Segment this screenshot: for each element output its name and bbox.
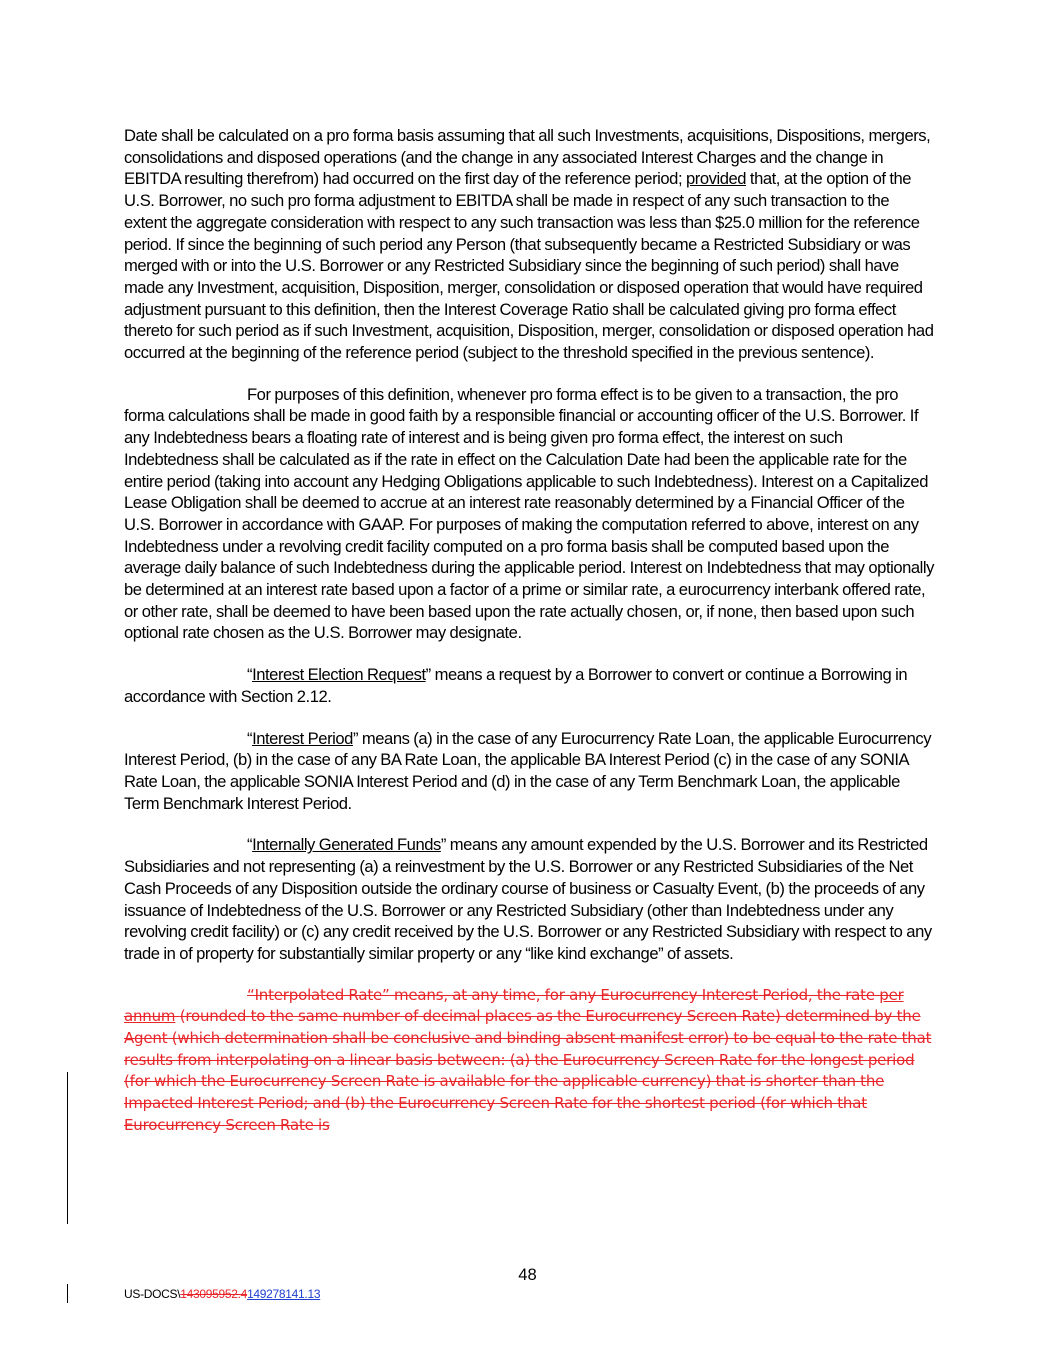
defined-term: Interest Period [252,728,353,748]
change-bar [67,1072,68,1224]
term-per: per [879,985,904,1004]
document-id-footer: US-DOCS\143095952.4149278141.13 [124,1287,321,1301]
paragraph-pro-forma-calculation: Date shall be calculated on a pro forma basis assuming that all such Investments, acquisitions, Dispositions, mergers, consolidations and disposed operations (and the change in any associated Interest Charges and the change in EBITDA resulting therefrom) had occurred on the first day of the reference period; provided that, at the option of the U.S. Borrower, no such pro forma adjustment to EBITDA shall be made in respect of any such transaction to the extent the aggregate consideration with respect to any such transaction was less than $25.0 million for the reference period. If since the beginning of such period any Person (that subsequently became a Restricted Subsidiary or was merged with or into the U.S. Borrower or any Restricted Subsidiary since the beginning of such period) shall have made any Investment, acquisition, Disposition, merger, consolidation or disposed operation that would have required adjustment pursuant to this definition, then the Interest Coverage Ratio shall be calculated giving pro forma effect thereto for such period as if such Investment, acquisition, Disposition, merger, consolidation or disposed operation had occurred at the beginning of the reference period (subject to the threshold specified in the previous sentence). [124,126,934,363]
defined-term: “Interpolated Rate” [247,985,390,1004]
deleted-doc-id: 143095952.4 [180,1287,248,1301]
defined-term: Internally Generated Funds [252,835,441,855]
inserted-doc-id: 149278141.13 [247,1287,321,1301]
defined-term: Interest Election Request [252,665,426,685]
document-body [124,125,934,1137]
deleted-definition-interpolated-rate: “Interpolated Rate” means, at any time, for any Eurocurrency Interest Period, the rate per annum (rounded to the same number of decimal places as the Eurocurrency Screen Rate) determined by the Agent (which determination shall be conclusive and binding absent manifest error) to be equal to the rate that results from interpolating on a linear basis between: (a) the Eurocurrency Screen Rate for the longest period (for which the Eurocurrency Screen Rate is available for the applicable currency) that is shorter than the Impacted Interest Period; and (b) the Eurocurrency Screen Rate for the shortest period (for which that Eurocurrency Screen Rate is [124,985,932,1134]
paragraph-pro-forma-purposes: For purposes of this definition, whenever pro forma effect is to be given to a transaction, the pro forma calculations shall be made in good faith by a responsible financial or accounting officer of the U.S. Borrower. If any Indebtedness bears a floating rate of interest and is being given pro forma effect, the interest on such Indebtedness shall be calculated as if the rate in effect on the Calculation Date had been the applicable rate for the entire period (taking into account any Hedging Obligations applicable to such Indebtedness). Interest on a Capitalized Lease Obligation shall be deemed to accrue at an interest rate reasonably determined by a Financial Officer of the U.S. Borrower in accordance with GAAP. For purposes of making the computation referred to above, interest on any Indebtedness under a revolving credit facility computed on a pro forma basis shall be computed based upon the average daily balance of such Indebtedness during the applicable period. Interest on Indebtedness that may optionally be determined at an interest rate based upon a factor of a prime or similar rate, a eurocurrency interbank offered rate, or other rate, shall be deemed to have been based upon the rate actually chosen, or, if none, then based upon such optional rate chosen as the U.S. Borrower may designate. [124,384,934,643]
page-number: 48 [518,1265,537,1284]
definition-internally-generated-funds: “Internally Generated Funds” means any amount expended by the U.S. Borrower and its Restricted Subsidiaries and not representing (a) a reinvestment by the U.S. Borrower or any Restricted Subsidiaries of the Net Cash Proceeds of any Disposition outside the ordinary course of business or Casualty Event, (b) the proceeds of any issuance of Indebtedness of the U.S. Borrower or any Restricted Subsidiary (other than Indebtedness under any revolving credit facility) or (c) any credit received by the U.S. Borrower or any Restricted Subsidiary with respect to any trade in of property for substantially similar property or any “like kind exchange” of assets. [124,835,932,963]
footer-change-bar [67,1284,68,1303]
definition-interest-period: “Interest Period” means (a) in the case of any Eurocurrency Rate Loan, the applicable Eurocurrency Interest Period, (b) in the case of any BA Rate Loan, the applicable BA Interest Period (c) in the case of any SONIA Rate Loan, the applicable SONIA Interest Period and (d) in the case of any Term Benchmark Loan, the applicable Term Benchmark Interest Period. [124,728,932,813]
term-provided: provided [685,169,747,189]
definition-interest-election-request: “Interest Election Request” means a request by a Borrower to convert or continue a Borrowing in accordance with Section 2.12. [124,665,908,706]
term-annum: annum [124,1007,176,1026]
